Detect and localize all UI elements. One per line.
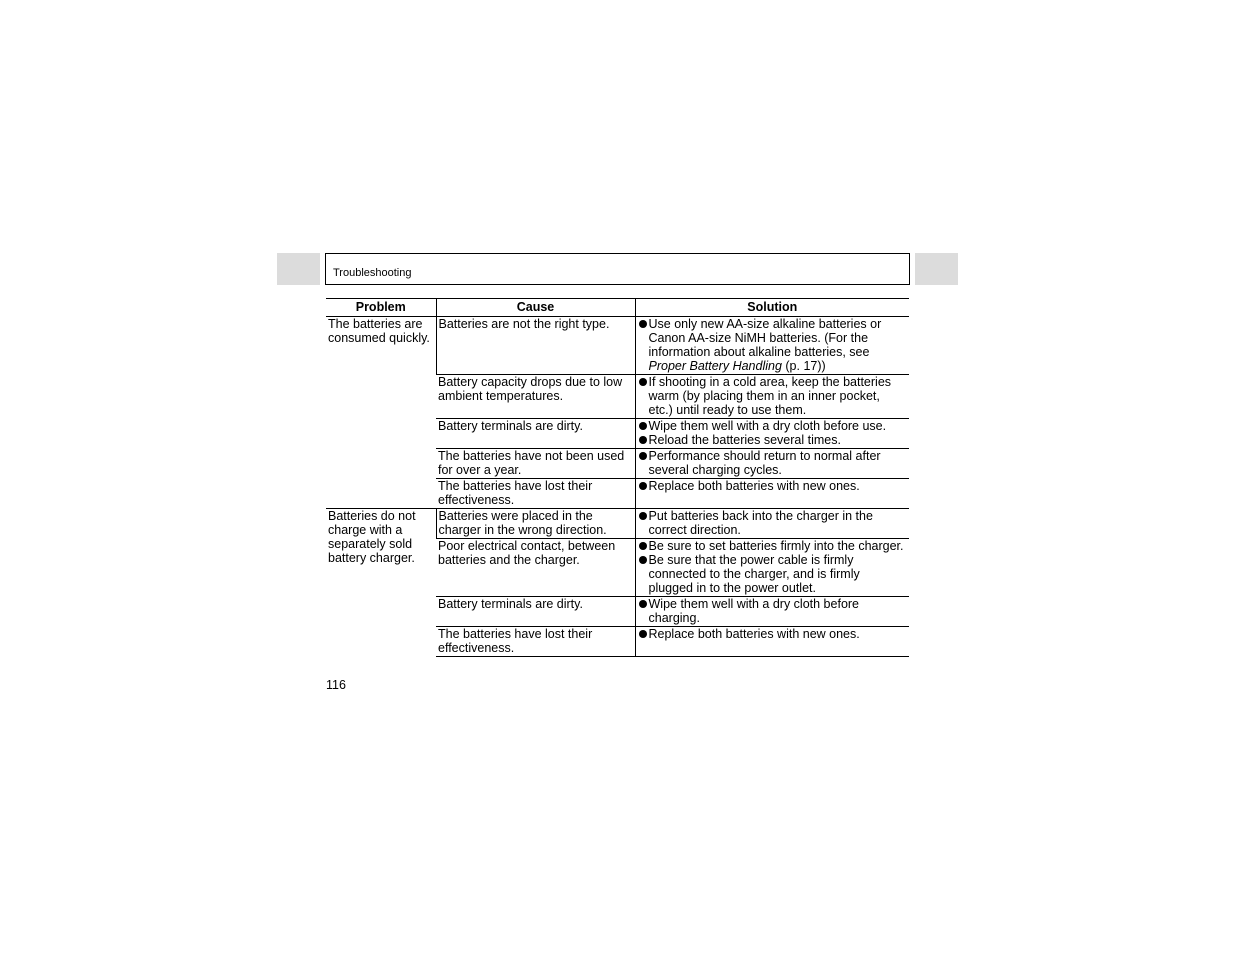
cause-cell: Battery capacity drops due to low ambient temperatures. xyxy=(436,375,635,419)
solution-text: Use only new AA-size alkaline batteries or Canon AA-size NiMH batteries. (For the information about alkaline batteries, see xyxy=(648,317,882,359)
bullet-icon xyxy=(639,452,647,460)
solution-item xyxy=(638,317,908,373)
left-edge-tab xyxy=(277,253,320,285)
solution-text: Wipe them well with a dry cloth before charging. xyxy=(648,597,860,625)
problem-cell: The batteries are consumed quickly. xyxy=(326,317,436,509)
bullet-icon xyxy=(639,542,647,550)
cause-cell: The batteries have lost their effectiveness. xyxy=(436,627,635,657)
cause-cell: Poor electrical contact, between batteries and the charger. xyxy=(436,539,635,597)
table-body xyxy=(326,317,909,657)
bullet-icon xyxy=(639,422,647,430)
header-cause: Cause xyxy=(436,299,635,317)
solution-item xyxy=(638,375,908,417)
solution-item xyxy=(638,627,908,641)
bullet-icon xyxy=(639,556,647,564)
cause-cell: Batteries were placed in the charger in the wrong direction. xyxy=(436,509,635,539)
solution-cell xyxy=(635,449,909,479)
cause-cell: Battery terminals are dirty. xyxy=(436,419,635,449)
reference-title: Proper Battery Handling xyxy=(648,359,782,373)
solution-text: Replace both batteries with new ones. xyxy=(648,627,860,641)
solution-item xyxy=(638,433,908,447)
solution-cell xyxy=(635,627,909,657)
solution-cell xyxy=(635,539,909,597)
solution-list xyxy=(638,539,908,595)
solution-text: If shooting in a cold area, keep the batteries warm (by placing them in an inner pocket, etc.) until ready to use them. xyxy=(648,375,892,417)
troubleshooting-table xyxy=(326,298,909,657)
solution-item xyxy=(638,449,908,477)
solution-item xyxy=(638,553,908,595)
bullet-icon xyxy=(639,600,647,608)
table-row xyxy=(326,509,909,539)
header-solution: Solution xyxy=(635,299,909,317)
solution-list xyxy=(638,449,908,477)
page-reference: (p. 17)) xyxy=(781,359,826,373)
solution-list xyxy=(638,479,908,493)
solution-item xyxy=(638,539,908,553)
page-number: 116 xyxy=(326,678,346,692)
bullet-icon xyxy=(639,482,647,490)
solution-item xyxy=(638,479,908,493)
solution-cell xyxy=(635,597,909,627)
solution-list xyxy=(638,419,908,447)
section-header xyxy=(325,253,910,285)
table-row xyxy=(326,317,909,375)
solution-text: Wipe them well with a dry cloth before use. xyxy=(648,419,887,433)
solution-text: Put batteries back into the charger in the correct direction. xyxy=(648,509,873,537)
problem-cell: Batteries do not charge with a separately sold battery charger. xyxy=(326,509,436,657)
solution-cell xyxy=(635,479,909,509)
solution-text: Performance should return to normal after several charging cycles. xyxy=(648,449,881,477)
header-problem: Problem xyxy=(326,299,436,317)
solution-list xyxy=(638,317,908,373)
solution-item xyxy=(638,597,908,625)
bullet-icon xyxy=(639,436,647,444)
solution-text: Be sure to set batteries firmly into the charger. xyxy=(648,539,904,553)
section-title: Troubleshooting xyxy=(333,267,412,279)
solution-list xyxy=(638,597,908,625)
bullet-icon xyxy=(639,630,647,638)
solution-item xyxy=(638,509,908,537)
solution-list xyxy=(638,509,908,537)
solution-item xyxy=(638,419,908,433)
solution-list xyxy=(638,375,908,417)
solution-text: Be sure that the power cable is firmly connected to the charger, and is firmly plugged in to the power outlet. xyxy=(648,553,860,595)
bullet-icon xyxy=(639,378,647,386)
solution-text: Replace both batteries with new ones. xyxy=(648,479,860,493)
cause-cell: Batteries are not the right type. xyxy=(436,317,635,375)
bullet-icon xyxy=(639,320,647,328)
solution-cell xyxy=(635,317,909,375)
solution-cell xyxy=(635,419,909,449)
solution-list xyxy=(638,627,908,641)
cause-cell: The batteries have not been used for over a year. xyxy=(436,449,635,479)
solution-cell xyxy=(635,509,909,539)
cause-cell: The batteries have lost their effectiveness. xyxy=(436,479,635,509)
solution-text: Reload the batteries several times. xyxy=(648,433,841,447)
solution-cell xyxy=(635,375,909,419)
cause-cell: Battery terminals are dirty. xyxy=(436,597,635,627)
right-edge-tab xyxy=(915,253,958,285)
bullet-icon xyxy=(639,512,647,520)
table-header-row xyxy=(326,299,909,317)
